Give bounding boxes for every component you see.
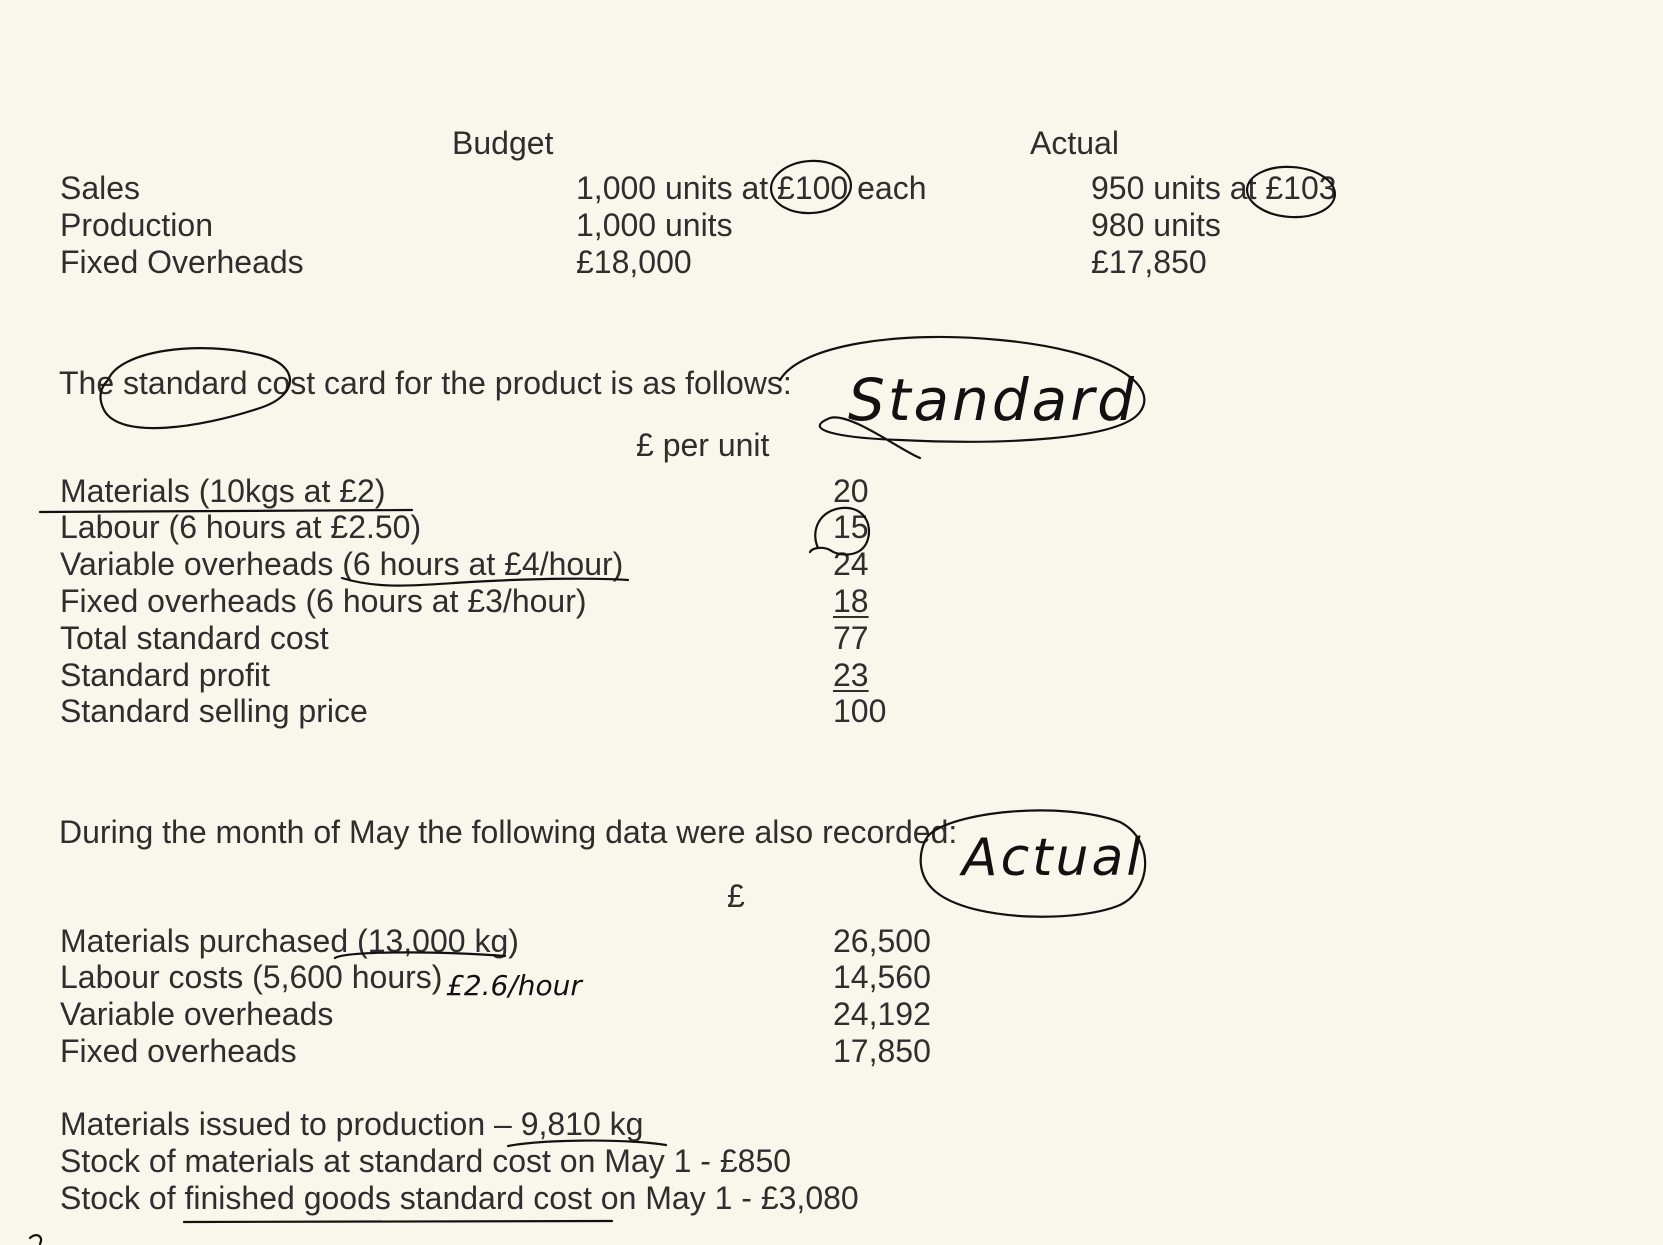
production-label: Production: [60, 207, 213, 243]
circle-standard-word: [780, 337, 1144, 458]
note-materials-issued: Materials issued to production – 9,810 kg: [60, 1106, 644, 1142]
production-actual: 980 units: [1091, 207, 1221, 243]
production-budget: 1,000 units: [576, 207, 733, 243]
std-row-profit-label: Standard profit: [60, 657, 270, 693]
fixed-overheads-actual: £17,850: [1091, 244, 1207, 280]
sales-label: Sales: [60, 170, 141, 206]
std-row-variable-label: Variable overheads (6 hours at £4/hour): [60, 546, 624, 582]
std-row-materials-label: Materials (10kgs at £2): [60, 473, 386, 509]
note-stock-materials: Stock of materials at standard cost on May 1 - £850: [60, 1143, 792, 1179]
std-row-labour-value: 15: [833, 509, 869, 545]
stray-mark: [30, 1235, 41, 1244]
std-row-total-value: 77: [833, 620, 869, 656]
std-row-fixed-value: 18: [833, 583, 869, 619]
std-row-variable-value: 24: [833, 546, 869, 582]
std-row-labour-label: Labour (6 hours at £2.50): [60, 509, 422, 545]
currency-header: £: [727, 878, 745, 914]
std-row-fixed-label: Fixed overheads (6 hours at £3/hour): [60, 583, 587, 619]
handwritten-actual: Actual: [962, 828, 1144, 888]
per-unit-header: £ per unit: [636, 427, 770, 463]
fixed-overheads-budget: £18,000: [576, 244, 692, 280]
actual-row-variable-value: 24,192: [833, 996, 931, 1032]
sales-budget: 1,000 units at £100 each: [576, 170, 927, 206]
actual-row-labour-label: Labour costs (5,600 hours): [60, 959, 443, 995]
std-row-price-label: Standard selling price: [60, 693, 368, 729]
actual-row-labour-value: 14,560: [833, 959, 931, 995]
fixed-overheads-label: Fixed Overheads: [60, 244, 304, 280]
actual-row-fixed-label: Fixed overheads: [60, 1033, 297, 1069]
actual-data-intro: During the month of May the following data were also recorded:: [59, 814, 958, 850]
std-row-profit-value: 23: [833, 657, 869, 693]
handwritten-standard: Standard: [848, 366, 1137, 434]
underline-finished-goods: [184, 1221, 612, 1222]
actual-header: Actual: [1030, 125, 1119, 161]
actual-row-fixed-value: 17,850: [833, 1033, 931, 1069]
standard-card-intro: The standard cost card for the product is as follows:: [59, 365, 792, 401]
sales-actual: 950 units at £103: [1091, 170, 1337, 206]
actual-row-variable-label: Variable overheads: [60, 996, 334, 1032]
actual-row-materials-value: 26,500: [833, 923, 931, 959]
budget-header: Budget: [452, 125, 554, 161]
actual-row-materials-label: Materials purchased (13,000 kg): [60, 923, 519, 959]
note-stock-finished: Stock of finished goods standard cost on May 1 - £3,080: [60, 1180, 859, 1216]
std-row-materials-value: 20: [833, 473, 869, 509]
std-row-total-label: Total standard cost: [60, 620, 329, 656]
handwritten-labour-rate: £2.6/hour: [446, 969, 582, 1002]
std-row-price-value: 100: [833, 693, 887, 729]
